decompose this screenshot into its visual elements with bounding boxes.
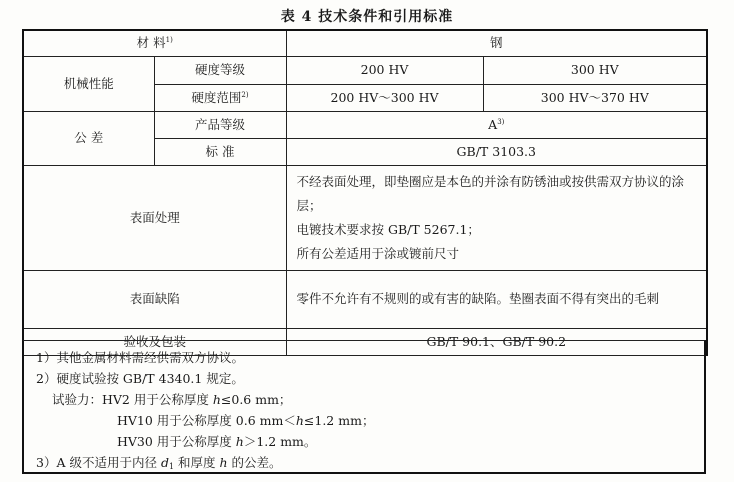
- hardness-grade-200: 200 HV: [286, 56, 483, 84]
- row-product-grade: [23, 111, 707, 138]
- surface-defects-text: 零件不允许有不规则的或有害的缺陷。垫圈表面不得有突出的毛刺: [286, 270, 707, 328]
- material-label-cell: [23, 30, 286, 56]
- standard-label: 标 准: [154, 138, 286, 165]
- row-hardness-grade: [23, 56, 707, 84]
- surface-defects-label: 表面缺陷: [23, 270, 286, 328]
- hv10-text-pre: HV10 用于公称厚度 0.6 mm＜: [117, 413, 296, 428]
- row-material: [23, 30, 707, 56]
- surface-treatment-label: 表面处理: [23, 165, 286, 270]
- symbol-d-subscript: 1: [168, 462, 175, 471]
- footnotes: [22, 340, 706, 474]
- hardness-range-label: 硬度范围: [191, 89, 242, 105]
- row-surface-defects: [23, 270, 707, 328]
- acceptance-value: GB/T 90.1、GB/T 90.2: [286, 328, 707, 355]
- fn3-text-pre: 3）A 级不适用于内径: [36, 455, 161, 470]
- hv30-text-pre: HV30 用于公称厚度: [117, 434, 236, 449]
- footnote-2-hv30: [36, 431, 704, 452]
- symbol-d: d: [160, 455, 169, 470]
- hardness-range-300: 300 HV～370 HV: [483, 84, 707, 111]
- table-caption: 表 4 技术条件和引用标准: [280, 9, 454, 25]
- hv2-text-pre: 试验力：HV2 用于公称厚度: [52, 392, 213, 407]
- tolerance-label: 公 差: [23, 111, 154, 165]
- symbol-h: h: [235, 434, 244, 449]
- footnote-1: 1）其他金属材料需经供需双方协议。: [36, 350, 244, 365]
- product-grade-label: 产品等级: [154, 111, 286, 138]
- material-value: 钢: [286, 30, 707, 56]
- row-surface-treatment: [23, 165, 707, 270]
- product-grade-value-cell: [286, 111, 707, 138]
- mechanical-label: 机械性能: [23, 56, 154, 111]
- hardness-grade-label: 硬度等级: [154, 56, 286, 84]
- hardness-grade-300: 300 HV: [483, 56, 707, 84]
- symbol-h: h: [295, 413, 304, 428]
- hv10-text-post: ≤1.2 mm；: [303, 413, 375, 428]
- hv2-text-post: ≤0.6 mm；: [220, 392, 292, 407]
- fn3-text-post: 的公差。: [227, 455, 282, 470]
- footnote-2-hv10: [36, 410, 704, 431]
- hardness-footnote-ref: 2): [241, 90, 249, 99]
- footnote-3: [36, 452, 704, 477]
- surface-treatment-line-3: 所有公差适用于涂或镀前尺寸: [296, 245, 460, 261]
- material-label: 材 料: [136, 35, 166, 51]
- standard-value: GB/T 3103.3: [286, 138, 707, 165]
- hv30-text-post: ＞1.2 mm。: [243, 434, 317, 449]
- material-footnote-ref: 1): [165, 36, 173, 45]
- hardness-range-label-cell: [154, 84, 286, 111]
- product-grade-value: A: [488, 116, 498, 132]
- symbol-h: h: [219, 455, 228, 470]
- symbol-h: h: [212, 392, 221, 407]
- spec-table: [22, 29, 708, 356]
- surface-treatment-line-2: 电镀技术要求按 GB/T 5267.1；: [296, 221, 480, 237]
- grade-footnote-ref: 3): [497, 117, 505, 126]
- footnote-2: 2）硬度试验按 GB/T 4340.1 规定。: [36, 371, 244, 386]
- surface-treatment-line-1: 不经表面处理，即垫圈应是本色的并涂有防锈油或按供需双方协议的涂层；: [296, 173, 685, 213]
- hardness-range-200: 200 HV～300 HV: [286, 84, 483, 111]
- footnote-2-hv2: [36, 389, 704, 410]
- fn3-text-mid: 和厚度: [174, 455, 220, 470]
- surface-treatment-text: [286, 165, 707, 270]
- acceptance-label: 验收及包装: [23, 328, 286, 355]
